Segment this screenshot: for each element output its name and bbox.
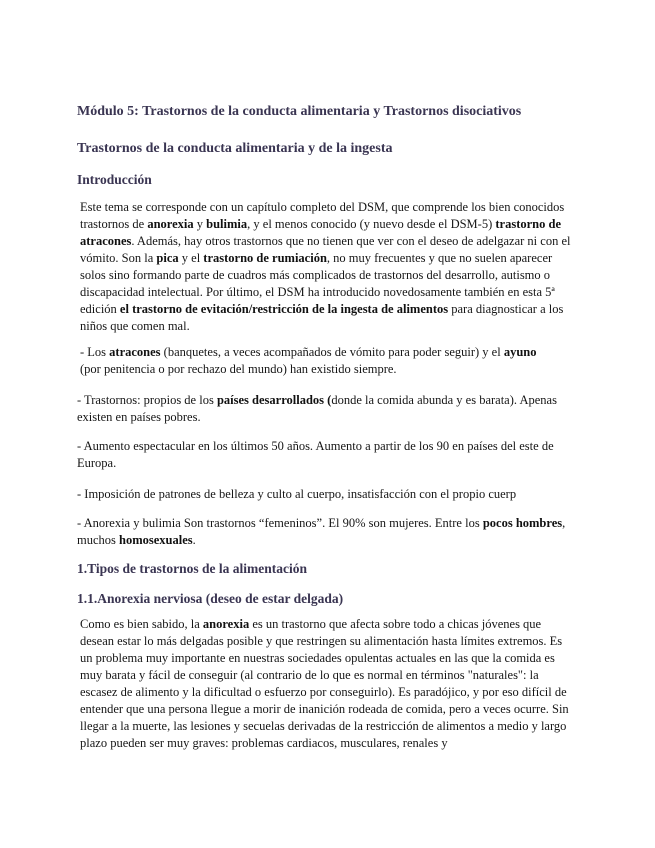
bullet1-text-3: (por penitencia o por rechazo del mundo) han existido siempre. [80, 362, 397, 376]
intro-bold-evitacion: el trastorno de evitación/restricción de la ingesta de alimentos [119, 302, 449, 316]
bullet5-text-2: , muchos [77, 516, 566, 547]
bullet1-bold-2: ayuno [503, 345, 537, 359]
intro-text-7: para diagnosticar a los niños que comen mal. [80, 302, 564, 333]
bullet-atracones [80, 344, 560, 378]
intro-text-1: Este tema se corresponde con un capítulo completo del DSM, que comprende los bien conocidos trastornos de [80, 200, 565, 231]
anorexia-text-1: Como es bien sabido, la [80, 617, 203, 631]
anorexia-paragraph [80, 616, 575, 752]
intro-bold-anorexia: anorexia [147, 217, 194, 231]
module-title: Módulo 5: Trastornos de la conducta alimentaria y Trastornos disociativos [77, 104, 522, 119]
bullet5-bold-2: homosexuales [119, 533, 193, 547]
bullet-belleza: - Imposición de patrones de belleza y culto al cuerpo, insatisfacción con el propio cuerp [77, 487, 517, 501]
bullet2-bold-1: países desarrollados ( [216, 393, 332, 407]
bullet1-bold-1: atracones [109, 345, 161, 359]
bullet-aumento: - Aumento espectacular en los últimos 50 años. Aumento a partir de los 90 en países del este de Europa. [77, 439, 554, 470]
bullet1-text-1: - Los [80, 345, 110, 359]
bullet5-text-1: - Anorexia y bulimia Son trastornos “femeninos”. El 90% son mujeres. Entre los [77, 516, 483, 530]
section1-title: 1.Tipos de trastornos de la alimentación [77, 561, 308, 576]
anorexia-bold-1: anorexia [202, 617, 250, 631]
anorexia-text-2: es un trastorno que afecta sobre todo a chicas jóvenes que desean estar lo más delgadas posible y que restringen su alimentación hasta límites extremos. Es un problema muy importante en nuestras sociedades opulentas actuales en las que la comida es muy barata y fácil de conseguir (al contrario de lo que es normal en términos "naturales": la escasez de alimento y la dificultad o esfuerzo por conseguirlo). Es paradójico, y por eso difícil de entender que una persona llegue a morir de inanición rodeada de comida, pero a veces ocurre. Sin llegar a la muerte, las lesiones y secuelas derivadas de la restricción de alimentos a medio y largo plazo pueden ser muy graves: problemas cardiacos, musculares, renales y [80, 617, 569, 750]
bullet-trastornos [77, 392, 577, 426]
section-title: Trastornos de la conducta alimentaria y de la ingesta [77, 141, 393, 156]
bullet-femeninos [77, 515, 577, 549]
intro-text-3: , y el menos conocido (y nuevo desde el DSM-5) [247, 217, 496, 231]
intro-bold-pica: pica [156, 251, 179, 265]
intro-paragraph [80, 199, 575, 335]
intro-heading: Introducción [77, 172, 152, 187]
bullet1-text-2: (banquetes, a veces acompañados de vómito para poder seguir) y el [160, 345, 504, 359]
intro-bold-atracones: trastorno de atracones [80, 217, 561, 248]
intro-bold-rumiacion: trastorno de rumiación [203, 251, 327, 265]
bullet2-text-2: donde la comida abunda y es barata). Apenas existen en países pobres. [77, 393, 557, 424]
intro-text-6: , no muy frecuentes y que no suelen aparecer solos sino formando parte de cuadros más complicados de trastornos del desarrollo, autismo o discapacidad intelectual. Por último, el DSM ha introducido novedosamente también en esta 5ª edición [80, 251, 555, 316]
bullet2-text-1: - Trastornos: propios de los [77, 393, 217, 407]
bullet5-bold-1: pocos hombres [482, 516, 563, 530]
intro-text-4: . Además, hay otros trastornos que no tienen que ver con el deseo de adelgazar ni con el vómito. Son la [80, 234, 571, 265]
intro-text-5: y el [178, 251, 204, 265]
bullet5-text-3: . [192, 533, 196, 547]
section11-title: 1.1.Anorexia nerviosa (deseo de estar delgada) [77, 591, 344, 606]
intro-text-2: y [193, 217, 207, 231]
intro-bold-bulimia: bulimia [206, 217, 248, 231]
